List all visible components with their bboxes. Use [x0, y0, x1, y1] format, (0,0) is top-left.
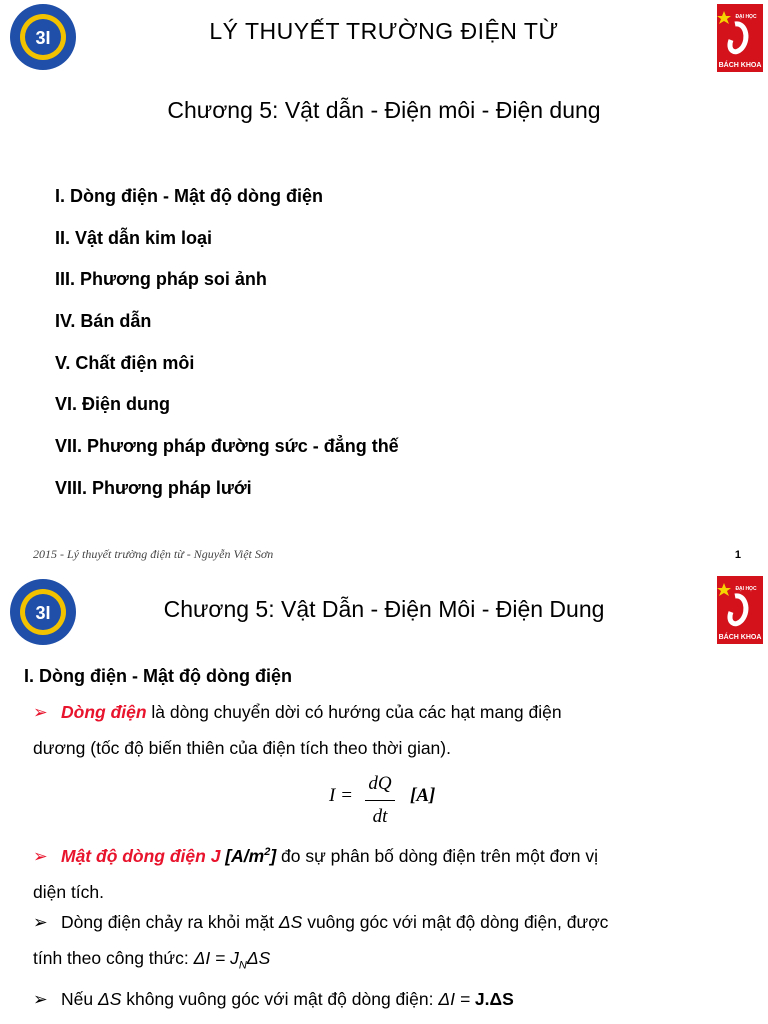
chapter-title: Chương 5: Vật dẫn - Điện môi - Điện dung: [167, 97, 601, 123]
delta-s-symbol: ΔS: [97, 989, 122, 1009]
fraction-bar: [365, 800, 395, 801]
course-title: LÝ THUYẾT TRƯỜNG ĐIỆN TỪ: [209, 18, 559, 44]
paragraph-text: diện tích.: [33, 881, 105, 902]
table-of-contents: [55, 183, 399, 517]
toc-item: II. Vật dẫn kim loại: [55, 227, 213, 248]
svg-text:3I: 3I: [35, 603, 51, 623]
slide-2: [0, 571, 768, 1024]
term-dong-dien: Dòng điện: [61, 702, 147, 722]
paragraph-text: Dòng điện chảy ra khỏi mặt: [61, 912, 279, 932]
svg-text:3I: 3I: [35, 28, 51, 48]
svg-text:ĐẠI HỌC: ĐẠI HỌC: [735, 586, 757, 592]
bullet-perpendicular-current: [33, 904, 743, 984]
arrow-bullet-icon: ➢: [33, 702, 48, 722]
toc-item: V. Chất điện môi: [55, 352, 195, 373]
arrow-bullet-icon: ➢: [33, 912, 48, 932]
delta-s-symbol: ΔS: [278, 912, 303, 932]
formula-numerator: dQ: [368, 773, 392, 794]
toc-item: VIII. Phương pháp lưới: [55, 477, 252, 498]
inline-formula: $\Delta I = J_N\Delta S$: [193, 948, 271, 972]
inline-formula: ΔI =: [438, 989, 475, 1009]
page-number: 1: [734, 549, 741, 561]
bullet-current-density: [33, 834, 743, 910]
chapter-title: Chương 5: Vật Dẫn - Điện Môi - Điện Dung: [163, 596, 605, 622]
bullet-non-perpendicular-current: [33, 981, 743, 1017]
toc-item: VI. Điện dung: [55, 394, 170, 415]
paragraph-text: là dòng chuyển dời có hướng của các hạt mang điện: [146, 702, 562, 722]
bullet-current-definition: [33, 694, 743, 766]
slide-footer: 2015 - Lý thuyết trường điện từ - Nguyễn Việt Sơn: [33, 547, 274, 561]
paragraph-text: không vuông góc với mật độ dòng điện:: [121, 989, 439, 1009]
toc-item: I. Dòng điện - Mật độ dòng điện: [55, 186, 323, 206]
paragraph-text: dương (tốc độ biến thiên của điện tích theo thời gian).: [33, 738, 451, 758]
svg-text:ĐẠI HỌC: ĐẠI HỌC: [735, 14, 757, 20]
unit-label: $[A/m^2]$: [220, 845, 277, 866]
arrow-bullet-icon: ➢: [33, 989, 48, 1009]
formula-unit: [A]: [410, 785, 436, 806]
toc-item: IV. Bán dẫn: [55, 311, 152, 332]
formula-lhs: I =: [329, 785, 353, 806]
term-mat-do-dong-dien: Mật độ dòng điện J: [61, 845, 221, 866]
svg-text:BÁCH KHOA: BÁCH KHOA: [718, 634, 762, 641]
paragraph-text: Nếu: [61, 989, 98, 1009]
paragraph-text: tính theo công thức:: [33, 948, 194, 968]
formula-denominator: dt: [372, 806, 388, 827]
formula-fraction: [365, 771, 395, 830]
arrow-bullet-icon: ➢: [33, 845, 48, 866]
paragraph-text: đo sự phân bố dòng điện trên một đơn vị: [276, 845, 599, 866]
toc-item: VII. Phương pháp đường sức - đẳng thế: [55, 436, 399, 457]
section-heading: I. Dòng điện - Mật độ dòng điện: [24, 666, 292, 686]
paragraph-text: vuông góc với mật độ dòng điện, được: [302, 912, 609, 932]
current-formula: [0, 771, 768, 831]
inline-formula-vector: J.ΔS: [474, 989, 514, 1009]
svg-text:BÁCH KHOA: BÁCH KHOA: [718, 62, 762, 69]
toc-item: III. Phương pháp soi ảnh: [55, 269, 267, 290]
